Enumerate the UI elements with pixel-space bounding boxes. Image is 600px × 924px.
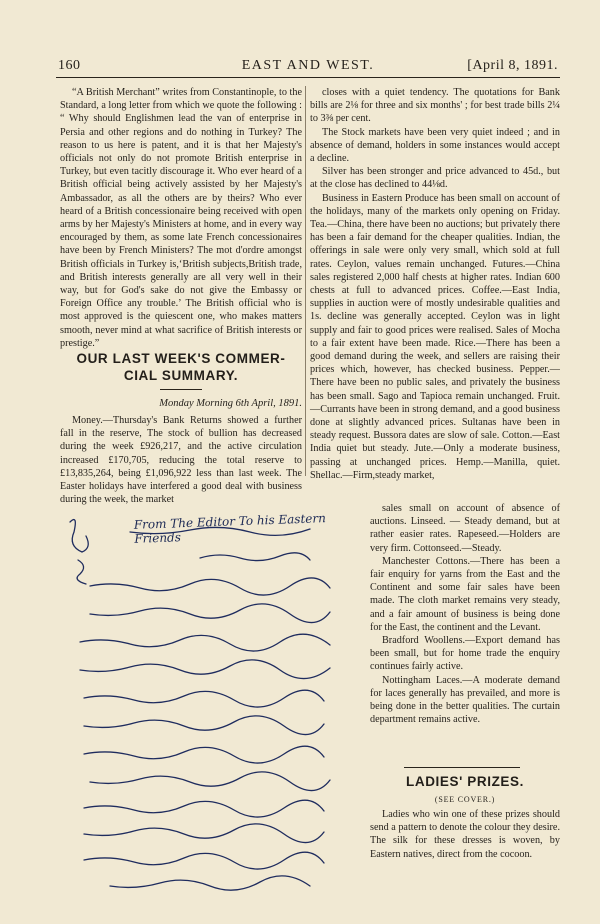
right-lower-paragraph: Manchester Cottons.—There has been a fair enquiry for yarns from the East and the Continent and some fair sales have been made. The cloth market remains very steady, and a fair amount of business is being done for the East, the continent and the Levant. — [370, 555, 560, 633]
title-rule — [160, 389, 202, 390]
right-paragraph: Business in Eastern Produce has been small on account of the holidays, many of the markets only opening on Friday. Tea.—China, there have been no auctions; but privately there has been a fair demand for the cheaper qualities. Indian, the offerings in sale were only very small, which sold at full rates. Ceylon, values remain unchanged. Futures.—China sales registered 2,000 half chests at higher rates. Indian 600 chests at full to advanced prices. Coffee.—East India, supplies in auction were of mostly undesirable qualities and 1s. decline was generally accepted. Ceylon was in light supply and fair to good prices were realised. Sales of Mocha to a fair extent have been made. Rice.—There has been a good demand during the week, and sellers are raising their prices which, however, has checked business. Pepper.—There have been no public sales, and privately the business has been small. Sago and Tapioca remain unchanged. Fruit.—Currants have been in strong demand, and a good business done at slightly advanced prices. Sultanas have been in steady request. Bussora dates are slow of sale. Cotton.—East India quiet but steady. Jute.—Only a moderate business, passing at unchanged prices. Hemp.—Manilla, quiet. Shellac.—Firm,steady market, — [310, 192, 560, 481]
handwriting-scribble — [60, 502, 365, 902]
right-column — [310, 86, 560, 482]
summary-title-line-2: CIAL SUMMARY. — [123, 368, 239, 383]
left-column — [60, 86, 302, 350]
ladies-rule — [404, 767, 520, 768]
summary-column — [60, 414, 302, 506]
right-lower-paragraph: Bradford Woollens.—Export demand has been small, but for home trade the enquiry continues fairly active. — [370, 635, 560, 673]
money-paragraph: Money.—Thursday's Bank Returns showed a further fall in the reserve, The stock of bullion has decreased during the week £926,217, and the active circulation increased £170,705, reducing the total reserve to £13,835,264, being £1,096,922 less than last week. The Easter holidays have interfered a good deal with business during the week, the market — [60, 415, 302, 506]
header-rule — [56, 77, 560, 78]
right-lower-column — [370, 502, 560, 726]
british-merchant-paragraph: “A British Merchant” writes from Constantinople, to the Standard, a long letter from which we quote the following : “ Why should Englishmen lead the van of enterprise in Persia and other regions and do nothing in Turkey? The reason to us here is patent, and it is that her Majesty's officials not only do not promote British enterprise in Turkey, but even tacitly discourage it. Who ever heard of a British official being actively assisted by her Majesty's Ambassador, as all the others are by theirs? Who ever heard of a British concessionaire being received with open arms by her Majesty's Ministers at home, and in every way encouraged by them, as some late French concessionaires have been by French Ministers? The mot d'ordre amongst British officials in Turkey is,‘British subjects,British trade, and British interests generally are all very well in their way, but for God's sake do not give the Embassy or Foreign Office any trouble.’ The British official who is most approved is the quiescent one, who makes matters smooth, never mind at what sacrifice of British interests or prestige.” — [60, 87, 302, 349]
summary-title-line-1: OUR LAST WEEK'S COMMER- — [76, 351, 286, 366]
ladies-prizes-title: LADIES' PRIZES. — [406, 774, 524, 789]
summary-dateline: Monday Morning 6th April, 1891. — [159, 398, 302, 409]
right-lower-paragraph: Nottingham Laces.—A moderate demand for laces generally has prevailed, and more is being done in the better qualities. The curtain department remains active. — [370, 674, 560, 726]
ladies-prizes-subtitle: (SEE COVER.) — [434, 795, 496, 804]
right-paragraph: The Stock markets have been very quiet indeed ; and in absence of demand, holders in some instances would accept a decline. — [310, 126, 560, 165]
page-header — [56, 56, 560, 78]
right-lower-paragraph: sales small on account of absence of auctions. Linseed. — Steady demand, but at rather easier rates. Rapeseed.—Holders are very firm. Cottonseed.—Steady. — [370, 503, 560, 554]
commercial-summary-title — [60, 350, 302, 384]
ladies-prizes-paragraph: Ladies who win one of these prizes should send a pattern to denote the colour they desire. The silk for these dresses is woven, by Eastern natives, direct from the cocoon. — [370, 809, 560, 860]
column-divider — [305, 86, 306, 476]
right-paragraph: closes with a quiet tendency. The quotations for Bank bills are 2⅛ for three and six months' ; for best trade bills 2¼ to 3⅜ per cent. — [310, 87, 560, 125]
handwritten-letter — [60, 502, 365, 902]
issue-date: [April 8, 1891. — [467, 58, 558, 73]
publication-title: EAST AND WEST. — [241, 58, 375, 73]
letter-greeting: From The Editor To his Eastern Friends — [133, 511, 327, 546]
right-paragraph: Silver has been stronger and price advanced to 45d., but at the close has declined to 44⅛d. — [310, 166, 560, 191]
ladies-prizes-column — [370, 808, 560, 861]
page-number: 160 — [58, 58, 81, 73]
